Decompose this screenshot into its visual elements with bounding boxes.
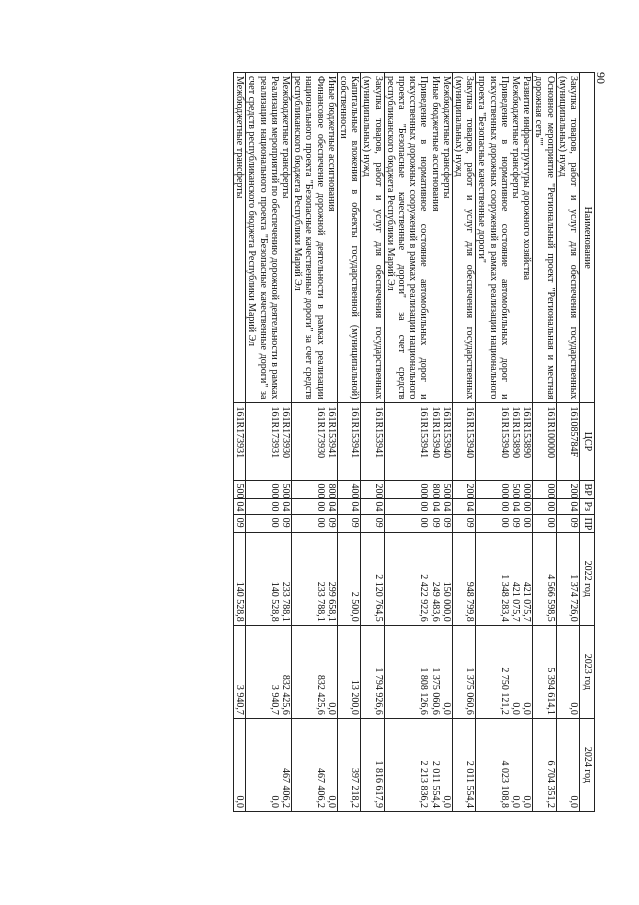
cell-2022-line: 233 788,1: [314, 581, 326, 622]
cell-vr-line: 200: [464, 483, 476, 499]
cell-2024: [533, 718, 556, 811]
cell-2023-line: 5 394 614,1: [544, 667, 556, 715]
cell-rz-line: 00: [498, 501, 510, 512]
cell-name: [337, 73, 360, 403]
cell-pr-line: 09: [429, 517, 441, 528]
cell-pr-line: 09: [509, 517, 521, 528]
cell-name-line: Реализация мероприятий по обеспечению дорожной деятельности в рамках реализации национального проекта "Безопасные качественные дороги" за счет средств республиканского бюджета Республики Марий Эл: [246, 76, 280, 400]
cell-csr-line: 161R153890: [509, 406, 521, 459]
cell-csr: [361, 403, 384, 480]
cell-2023: [291, 625, 337, 718]
table-header-row: [580, 73, 595, 812]
cell-name-line: Межбюджетные трансферты: [234, 76, 246, 199]
cell-2024-line: 0,0: [234, 795, 246, 808]
cell-rz: [476, 498, 533, 514]
cell-2022: [476, 532, 533, 625]
table-row: [476, 73, 533, 812]
cell-rz-line: 04: [568, 501, 579, 512]
cell-name: [233, 73, 245, 403]
cell-name-line: Приведение в нормативное состояние автомобильных дорог и искусственных дорожных сооружений в рамках реализации национального проекта "Безопасные качественные дороги" за счет средств республиканского бюджета Республики Марий Эл: [384, 76, 430, 400]
cell-pr-line: 00: [544, 517, 556, 528]
table-row: [337, 73, 360, 812]
table-row: [384, 73, 452, 812]
cell-2022-line: 249 483,6: [429, 581, 441, 622]
cell-2023-line: 0,0: [568, 702, 579, 715]
cell-2024-line: 0,0: [521, 795, 533, 808]
cell-2022-line: 150 000,0: [440, 581, 452, 622]
cell-csr: [556, 403, 579, 480]
cell-name-line: Межбюджетные трансферты: [440, 76, 452, 199]
cell-csr-line: 161R153940: [440, 406, 452, 459]
cell-csr-line: 161R173931: [234, 406, 246, 459]
cell-rz: [384, 498, 452, 514]
cell-vr-line: 000: [498, 483, 510, 499]
cell-2024-line: 2 011 554,4: [429, 760, 441, 808]
cell-2022: [384, 532, 452, 625]
cell-name-line: Межбюджетные трансферты: [509, 76, 521, 199]
cell-2023: [361, 625, 384, 718]
cell-2022-line: 299 658,1: [325, 581, 337, 622]
cell-pr-line: 09: [464, 517, 476, 528]
cell-2024: [452, 718, 475, 811]
cell-pr: [291, 514, 337, 532]
cell-csr-line: 161R173930: [314, 406, 326, 459]
cell-pr-line: 09: [349, 517, 361, 528]
cell-vr: [291, 480, 337, 498]
cell-2024: [384, 718, 452, 811]
page-number: 90: [594, 72, 608, 84]
cell-2024-line: 397 218,2: [349, 768, 361, 808]
cell-rz-line: 04: [429, 501, 441, 512]
cell-csr: [533, 403, 556, 480]
cell-csr-line: 161R153941: [349, 406, 361, 459]
cell-rz-line: 04: [440, 501, 452, 512]
cell-vr: [533, 480, 556, 498]
table-row: [452, 73, 475, 812]
cell-pr-line: 00: [418, 517, 430, 528]
header-pr: ПР: [580, 514, 595, 532]
cell-csr-line: 161085784F: [568, 406, 579, 457]
cell-2024: [476, 718, 533, 811]
cell-2023-line: 1 808 126,6: [418, 667, 430, 715]
cell-2023: [337, 625, 360, 718]
cell-2022-line: 2 500,0: [349, 591, 361, 622]
cell-vr-line: 500: [279, 483, 291, 499]
cell-2023-line: 1 375 060,6: [429, 667, 441, 715]
cell-vr-line: 000: [314, 483, 326, 499]
cell-pr-line: 00: [268, 517, 280, 528]
cell-2022: [556, 532, 579, 625]
cell-2022-line: 233 788,1: [279, 581, 291, 622]
cell-2023: [533, 625, 556, 718]
cell-2022-line: 421 075,7: [509, 581, 521, 622]
cell-2023-line: 3 940,7: [268, 684, 280, 715]
cell-rz: [556, 498, 579, 514]
cell-vr-line: 800: [325, 483, 337, 499]
cell-csr-line: 161R173931: [268, 406, 280, 459]
cell-pr: [556, 514, 579, 532]
cell-2024: [246, 718, 292, 811]
cell-rz: [233, 498, 245, 514]
cell-2024-line: 0,0: [268, 795, 280, 808]
cell-pr: [246, 514, 292, 532]
cell-name: [533, 73, 556, 403]
cell-pr: [384, 514, 452, 532]
cell-pr: [337, 514, 360, 532]
cell-2024: [233, 718, 245, 811]
cell-2022: [533, 532, 556, 625]
cell-2024-line: 0,0: [568, 795, 579, 808]
cell-rz-line: 00: [521, 501, 533, 512]
cell-name-line: Капитальные вложения в объекты государственной (муниципальной) собственности: [337, 76, 361, 400]
cell-name-line: Закупка товаров, работ и услуг для обеспечения государственных (муниципальных) нужд: [361, 76, 384, 400]
cell-2024: [361, 718, 384, 811]
cell-vr: [452, 480, 475, 498]
table-row: [233, 73, 245, 812]
cell-2023: [384, 625, 452, 718]
cell-2022-line: 4 566 598,5: [544, 574, 556, 622]
cell-rz-line: 04: [279, 501, 291, 512]
cell-name-line: Иные бюджетные ассигнования: [429, 76, 441, 212]
cell-csr-line: 161R153940: [498, 406, 510, 459]
cell-2022-line: 2 422 922,6: [418, 574, 430, 622]
cell-2023-line: 0,0: [440, 702, 452, 715]
cell-name-line: Межбюджетные трансферты: [279, 76, 291, 199]
cell-2023-line: 1 794 926,6: [372, 667, 384, 715]
header-2022: 2022 год: [580, 532, 595, 625]
cell-2023-line: 2 750 121,2: [498, 667, 510, 715]
cell-2024: [337, 718, 360, 811]
cell-csr-line: 161R153940: [464, 406, 476, 459]
table-row: [246, 73, 292, 812]
header-2023: 2023 год: [580, 625, 595, 718]
cell-rz-line: 00: [314, 501, 326, 512]
cell-2024-line: 2 213 836,2: [418, 760, 430, 808]
cell-2023-line: 832 425,6: [314, 674, 326, 715]
cell-2022: [233, 532, 245, 625]
cell-name: [556, 73, 579, 403]
budget-table-sheet: [105, 72, 595, 812]
cell-vr: [476, 480, 533, 498]
cell-2022-line: 948 799,8: [464, 581, 476, 622]
cell-2023-line: 0,0: [325, 702, 337, 715]
cell-2024: [291, 718, 337, 811]
cell-pr-line: 09: [568, 517, 579, 528]
cell-pr-line: 00: [498, 517, 510, 528]
cell-2024-line: 1 816 617,9: [372, 760, 384, 808]
cell-vr-line: 200: [372, 483, 384, 499]
cell-vr-line: 000: [268, 483, 280, 499]
cell-2023-line: 0,0: [509, 702, 521, 715]
cell-vr-line: 200: [568, 483, 579, 499]
cell-rz-line: 04: [349, 501, 361, 512]
cell-2023: [452, 625, 475, 718]
header-2024: 2024 год: [580, 718, 595, 811]
header-name: Наименование: [580, 73, 595, 403]
cell-pr-line: 09: [372, 517, 384, 528]
cell-name: [246, 73, 292, 403]
cell-rz-line: 04: [325, 501, 337, 512]
cell-vr-line: 000: [521, 483, 533, 499]
cell-2022-line: 421 075,7: [521, 581, 533, 622]
cell-2022-line: 1 374 726,0: [568, 574, 579, 622]
cell-pr-line: 00: [521, 517, 533, 528]
cell-rz: [361, 498, 384, 514]
table-row: [533, 73, 556, 812]
cell-2022: [291, 532, 337, 625]
cell-vr-line: 500: [509, 483, 521, 499]
cell-2024-line: 2 011 554,4: [464, 760, 476, 808]
cell-2023-line: 832 425,6: [279, 674, 291, 715]
cell-vr-line: 500: [440, 483, 452, 499]
cell-rz: [533, 498, 556, 514]
cell-csr-line: 161R153941: [372, 406, 384, 459]
cell-name: [476, 73, 533, 403]
cell-2022: [246, 532, 292, 625]
cell-2023: [556, 625, 579, 718]
cell-vr-line: 400: [349, 483, 361, 499]
table-body: [233, 73, 579, 812]
cell-pr: [476, 514, 533, 532]
cell-csr-line: 161R153890: [521, 406, 533, 459]
cell-2024-line: 6 704 351,2: [544, 760, 556, 808]
cell-vr-line: 500: [234, 483, 246, 499]
table-row: [291, 73, 337, 812]
cell-rz: [337, 498, 360, 514]
cell-csr-line: 161R153941: [418, 406, 430, 459]
cell-csr-line: 161R153941: [325, 406, 337, 459]
cell-pr: [361, 514, 384, 532]
cell-vr: [337, 480, 360, 498]
cell-2023-line: 13 200,0: [349, 679, 361, 715]
cell-rz-line: 04: [372, 501, 384, 512]
table-row: [556, 73, 579, 812]
cell-name-line: Закупка товаров, работ и услуг для обеспечения государственных (муниципальных) нужд: [556, 76, 579, 400]
cell-2024-line: 467 406,2: [314, 768, 326, 808]
cell-2023-line: 0,0: [521, 702, 533, 715]
cell-csr-line: 161R153940: [429, 406, 441, 459]
cell-name: [361, 73, 384, 403]
budget-table: [233, 72, 595, 812]
cell-name: [384, 73, 452, 403]
cell-2024-line: 0,0: [509, 795, 521, 808]
cell-name-line: Закупка товаров, работ и услуг для обеспечения государственных (муниципальных) нужд: [452, 76, 476, 400]
cell-rz-line: 04: [509, 501, 521, 512]
cell-pr-line: 09: [325, 517, 337, 528]
cell-rz: [246, 498, 292, 514]
cell-rz: [452, 498, 475, 514]
cell-name: [452, 73, 475, 403]
cell-csr: [233, 403, 245, 480]
cell-csr: [291, 403, 337, 480]
cell-pr: [452, 514, 475, 532]
cell-name-line: Основное мероприятие "Региональный проект "Региональная и местная дорожная сеть"": [533, 76, 556, 400]
cell-vr: [556, 480, 579, 498]
cell-csr-line: 161R100000: [544, 406, 556, 459]
cell-name-line: Развитие инфраструктуры дорожного хозяйства: [521, 76, 533, 281]
cell-2024: [556, 718, 579, 811]
cell-pr-line: 09: [234, 517, 246, 528]
header-rz: Рз: [580, 498, 595, 514]
cell-pr: [533, 514, 556, 532]
header-csr: ЦСР: [580, 403, 595, 480]
cell-2023-line: 3 940,7: [234, 684, 246, 715]
cell-2023: [233, 625, 245, 718]
cell-vr: [361, 480, 384, 498]
cell-2023: [246, 625, 292, 718]
cell-2024-line: 467 406,2: [279, 768, 291, 808]
cell-vr-line: 000: [418, 483, 430, 499]
cell-csr: [246, 403, 292, 480]
cell-rz-line: 04: [464, 501, 476, 512]
cell-2022: [337, 532, 360, 625]
cell-csr-line: 161R173930: [279, 406, 291, 459]
cell-2022-line: 2 120 764,5: [372, 574, 384, 622]
cell-vr: [233, 480, 245, 498]
cell-name-line: Иные бюджетные ассигнования: [325, 76, 337, 212]
cell-2023-line: 1 375 060,6: [464, 667, 476, 715]
cell-csr: [452, 403, 475, 480]
cell-vr-line: 800: [429, 483, 441, 499]
cell-2022-line: 140 528,8: [268, 581, 280, 622]
cell-pr: [233, 514, 245, 532]
cell-name: [291, 73, 337, 403]
cell-2023: [476, 625, 533, 718]
cell-rz-line: 04: [234, 501, 246, 512]
cell-name-line: Финансовое обеспечение дорожной деятельности в рамках реализации национального проекта "Безопасные качественные дороги" за счет средств республиканского бюджета Республики Марий Эл: [292, 76, 326, 400]
cell-vr: [384, 480, 452, 498]
cell-rz-line: 00: [418, 501, 430, 512]
cell-csr: [384, 403, 452, 480]
cell-2022: [361, 532, 384, 625]
cell-pr-line: 00: [314, 517, 326, 528]
cell-2024-line: 0,0: [325, 795, 337, 808]
cell-2022-line: 140 528,8: [234, 581, 246, 622]
cell-rz-line: 00: [544, 501, 556, 512]
cell-2024-line: 4 023 108,8: [498, 760, 510, 808]
cell-2024-line: 0,0: [440, 795, 452, 808]
cell-2022: [452, 532, 475, 625]
cell-vr: [246, 480, 292, 498]
table-row: [361, 73, 384, 812]
cell-pr-line: 09: [440, 517, 452, 528]
cell-rz: [291, 498, 337, 514]
cell-rz-line: 00: [268, 501, 280, 512]
cell-csr: [476, 403, 533, 480]
cell-name-line: Приведение в нормативное состояние автомобильных дорог и искусственных дорожных сооружений в рамках реализации национального проекта "Безопасные качественные дороги": [476, 76, 510, 400]
header-vr: ВР: [580, 480, 595, 498]
cell-csr: [337, 403, 360, 480]
cell-pr-line: 09: [279, 517, 291, 528]
cell-vr-line: 000: [544, 483, 556, 499]
cell-2022-line: 1 348 283,4: [498, 574, 510, 622]
